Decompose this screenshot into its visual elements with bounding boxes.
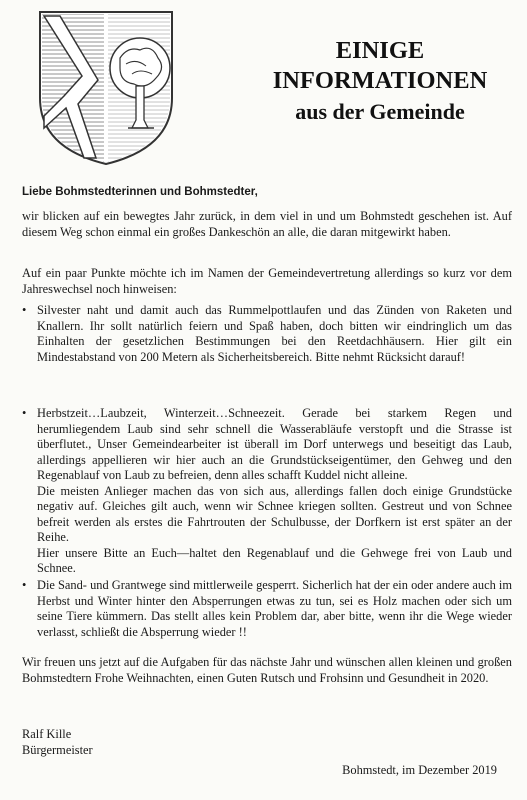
bullet-wege: Die Sand- und Grantwege sind mittlerweile gesperrt. Sicherlich hat der ein oder andere auch im Herbst und Winter hinter den Absperrungen etwas zu tun, sei es Holz machen oder sich um seine Tiere kümmern. Das stellt alles kein Problem dar, aber bitte, wenn ihr die Wege wieder verlasst, schließt die Absperrung wieder !!	[37, 578, 512, 639]
signature-role: Bürgermeister	[22, 742, 93, 757]
title-line-3: aus der Gemeinde	[295, 99, 465, 124]
closing-paragraph: Wir freuen uns jetzt auf die Aufgaben für das nächste Jahr und wünschen allen kleinen und großen Bohmstedtern Frohe Weihnachten, einen Guten Rutsch und Frohsinn und Gesundheit in 2020.	[22, 655, 512, 685]
title-line-1: EINIGE	[335, 37, 425, 64]
bullet-marker: •	[22, 303, 27, 317]
title-line-2: INFORMATIONEN	[272, 67, 488, 94]
intro-paragraph-2: Auf ein paar Punkte möchte ich im Namen der Gemeindevertretung allerdings so kurz vor dem Jahreswechsel noch hinweisen:	[22, 266, 512, 296]
bullet-marker: •	[22, 578, 27, 592]
bullet-laubzeit-p2: Die meisten Anlieger machen das von sich aus, allerdings fallen doch einige Grundstücke negativ auf. Gleiches gilt auch, wenn wir Schnee kriegen sollten. Gestreut und von Schnee befreit werden als erstes die Fahrtrouten der Schulbusse, der Dorfkern ist erst später an der Reihe.	[37, 483, 512, 544]
intro-paragraph: wir blicken auf ein bewegtes Jahr zurück, in dem viel in und um Bohmstedt geschehen ist. Auf diesem Weg schon einmal ein großes Dankeschön an alle, die daran mitgewirkt haben.	[22, 209, 512, 239]
bullet-laubzeit-p1: Herbstzeit…Laubzeit, Winterzeit…Schneezeit. Gerade bei starkem Regen und herumliegendem Laub sind sehr schnell die Wasserabläufe verstopft und die Strasse ist überflutet., Unser Gemeindearbeiter ist überall im Dorf unterwegs und beseitigt das Laub, allerdings appellieren wir hier auch an die Grundstückseigentümer, den Gehweg und den Regenablauf von Laub zu befreien, denn alles schafft Kuddel nicht alleine.	[37, 406, 512, 482]
bullet-laubzeit-p3: Hier unsere Bitte an Euch—haltet den Regenablauf und die Gehwege frei von Laub und Schnee.	[37, 545, 512, 575]
greeting: Liebe Bohmstedterinnen und Bohmstedter,	[22, 186, 258, 198]
bullet-marker: •	[22, 406, 27, 420]
place-date: Bohmstedt, im Dezember 2019	[342, 763, 497, 777]
bullet-silvester: Silvester naht und damit auch das Rummelpottlaufen und das Zünden von Raketen und Knallern. Ihr sollt natürlich feiern und Spaß haben, doch bitten wir eindringlich um das Einhalten der gesetzlichen Bestimmungen bei den Reetdachhäusern. Hier gilt ein Mindestabstand von 200 Metern als Sicherheitsbereich. Bitte nehmt Rücksicht darauf!	[37, 303, 512, 364]
signature-name: Ralf Kille	[22, 727, 72, 741]
page-title	[240, 36, 520, 128]
bullet-laubzeit	[37, 406, 512, 577]
coat-of-arms	[36, 8, 176, 168]
signature	[22, 727, 93, 758]
